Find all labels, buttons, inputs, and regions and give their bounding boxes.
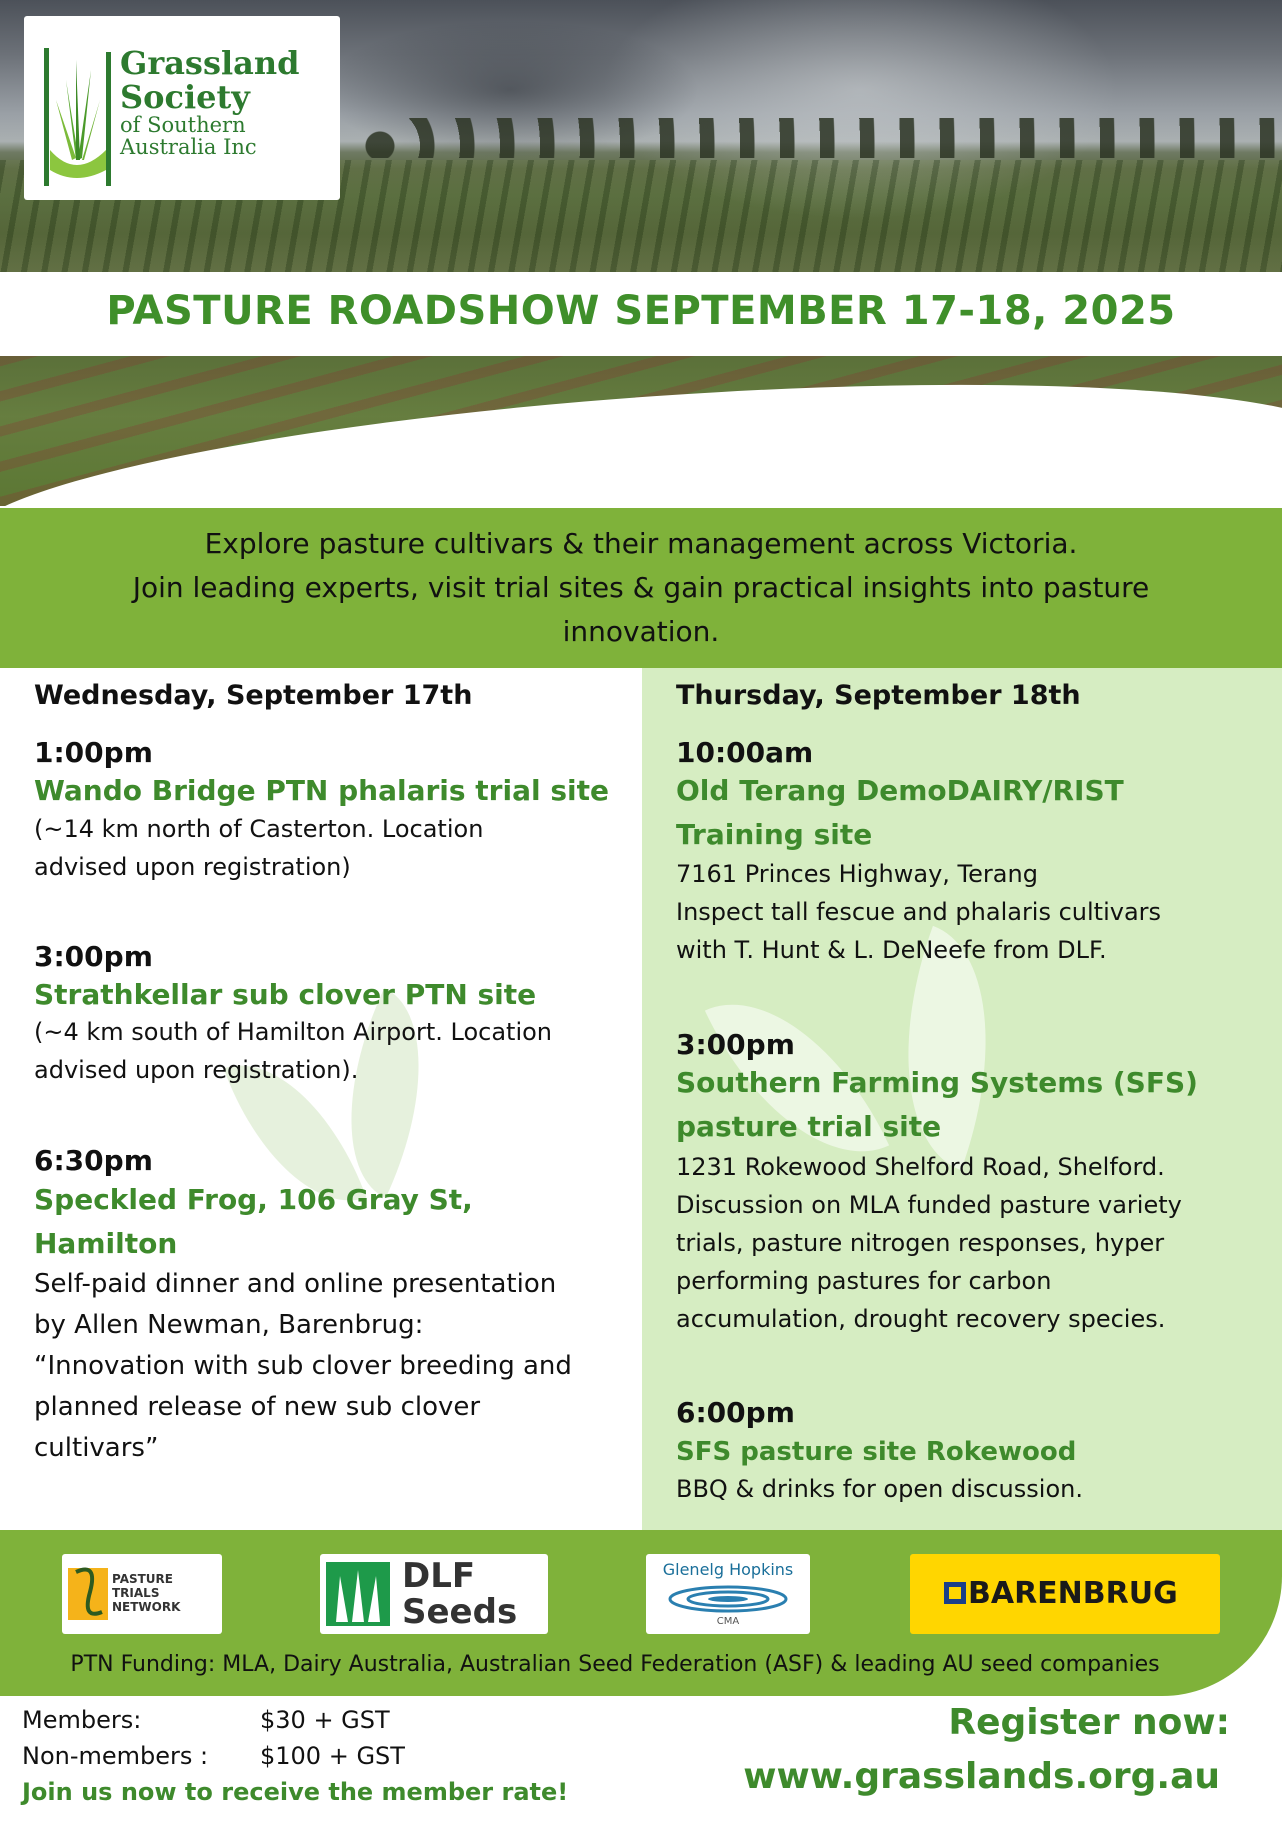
- event-desc: BBQ & drinks for open discussion.: [676, 1475, 1083, 1503]
- event-desc: 1231 Rokewood Shelford Road, Shelford.: [676, 1153, 1165, 1181]
- glenelg-hopkins-logo: [646, 1554, 810, 1634]
- title-band: [0, 272, 1282, 356]
- event-desc: (~14 km north of Casterton. Location: [34, 815, 484, 843]
- nonmembers-label: Non-members :: [22, 1742, 209, 1770]
- event-place: Strathkellar sub clover PTN site: [34, 978, 537, 1011]
- event-place: SFS pasture site Rokewood: [676, 1437, 1077, 1467]
- members-label: Members:: [22, 1706, 142, 1734]
- dlf-text-2: Seeds: [402, 1592, 518, 1632]
- event-desc: Inspect tall fescue and phalaris cultivars: [676, 898, 1162, 926]
- ptn-icon: [68, 1562, 108, 1626]
- logo-text-line1: Grassland: [120, 44, 300, 82]
- ptn-text-3: NETWORK: [112, 1600, 181, 1614]
- event-desc: trials, pasture nitrogen responses, hyper: [676, 1229, 1165, 1257]
- event-desc: cultivars”: [34, 1433, 159, 1463]
- event-place: Southern Farming Systems (SFS): [676, 1066, 1198, 1099]
- join-callout: Join us now to receive the member rate!: [22, 1778, 569, 1806]
- intro-line-2: Join leading experts, visit trial sites & gain practical insights into pasture: [132, 571, 1150, 604]
- event-time: 6:30pm: [34, 1144, 153, 1177]
- dlf-seeds-logo: [320, 1554, 548, 1634]
- logo-text-line3: of Southern: [120, 113, 246, 137]
- intro-band: [0, 508, 1282, 668]
- field-photo: [0, 356, 1282, 506]
- event-desc: “Innovation with sub clover breeding and: [34, 1351, 572, 1381]
- logo-text-line2: Society: [120, 78, 250, 116]
- event-time: 3:00pm: [34, 940, 153, 973]
- dlf-icon: [326, 1562, 390, 1626]
- grass-logo-icon: [36, 30, 116, 186]
- event-place: Wando Bridge PTN phalaris trial site: [34, 774, 609, 807]
- cma-text: CMA: [716, 1616, 740, 1627]
- dlf-text-1: DLF: [402, 1556, 476, 1596]
- hero-photo: [0, 0, 1282, 272]
- event-place: Old Terang DemoDAIRY/RIST: [676, 774, 1124, 807]
- wednesday-heading: Wednesday, September 17th: [34, 680, 473, 711]
- event-place: Hamilton: [34, 1227, 178, 1260]
- event-time: 3:00pm: [676, 1028, 795, 1061]
- intro-line-3: innovation.: [562, 615, 720, 648]
- event-place: Speckled Frog, 106 Gray St,: [34, 1183, 473, 1216]
- event-desc: Discussion on MLA funded pasture variety: [676, 1191, 1182, 1219]
- barenbrug-logo: [910, 1554, 1220, 1634]
- event-desc: planned release of new sub clover: [34, 1392, 481, 1422]
- event-desc: advised upon registration).: [34, 1056, 359, 1084]
- thursday-column: [642, 668, 1282, 1530]
- thursday-heading: Thursday, September 18th: [676, 680, 1081, 711]
- water-ripple-icon: [666, 1584, 790, 1614]
- logo-text-line4: Australia Inc: [120, 135, 257, 159]
- event-time: 6:00pm: [676, 1396, 795, 1429]
- ptn-text-2: TRIALS: [112, 1586, 160, 1600]
- register-heading: Register now:: [948, 1702, 1230, 1743]
- event-time: 10:00am: [676, 736, 814, 769]
- wednesday-column: [0, 668, 642, 1530]
- event-desc: Self-paid dinner and online presentation: [34, 1269, 557, 1299]
- event-desc: 7161 Princes Highway, Terang: [676, 860, 1038, 888]
- funding-note: PTN Funding: MLA, Dairy Australia, Australian Seed Federation (ASF) & leading AU seed companies: [70, 1652, 1160, 1677]
- page-title: PASTURE ROADSHOW SEPTEMBER 17-18, 2025: [106, 288, 1176, 334]
- sponsor-band: [0, 1530, 1282, 1696]
- event-time: 1:00pm: [34, 736, 153, 769]
- nonmembers-price: $100 + GST: [260, 1742, 405, 1770]
- ptn-text-1: PASTURE: [112, 1572, 173, 1586]
- members-price: $30 + GST: [260, 1706, 390, 1734]
- event-desc: performing pastures for carbon: [676, 1267, 1052, 1295]
- event-desc: (~4 km south of Hamilton Airport. Location: [34, 1018, 553, 1046]
- barenbrug-icon: [944, 1582, 966, 1604]
- register-link[interactable]: www.grasslands.org.au: [743, 1756, 1220, 1797]
- glenelg-text: Glenelg Hopkins: [662, 1560, 794, 1579]
- event-desc: with T. Hunt & L. DeNeefe from DLF.: [676, 936, 1107, 964]
- barenbrug-text: BARENBRUG: [968, 1576, 1178, 1611]
- event-desc: by Allen Newman, Barenbrug:: [34, 1310, 424, 1340]
- society-logo: [24, 16, 340, 200]
- event-desc: accumulation, drought recovery species.: [676, 1305, 1166, 1333]
- event-place: pasture trial site: [676, 1110, 942, 1143]
- event-place: Training site: [676, 818, 873, 851]
- event-desc: advised upon registration): [34, 853, 351, 881]
- ptn-logo: [62, 1554, 222, 1634]
- intro-line-1: Explore pasture cultivars & their management across Victoria.: [204, 527, 1078, 560]
